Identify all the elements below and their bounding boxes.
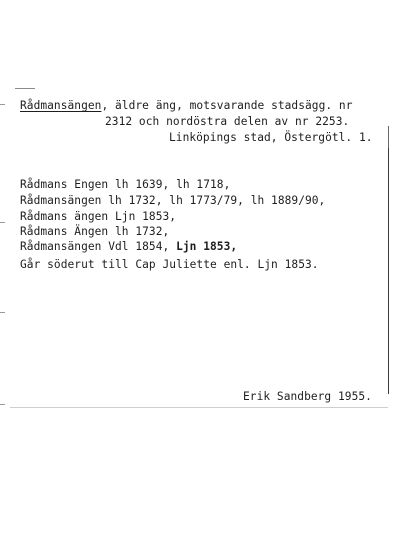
top-dash-mark bbox=[15, 88, 35, 89]
reference-line-4: Rådmans Ängen lh 1732, bbox=[20, 225, 170, 238]
reference-5-text: Rådmansängen Vdl 1854, bbox=[20, 240, 177, 253]
left-edge-mark bbox=[0, 404, 5, 405]
heading-line-2: 2312 och nordöstra delen av nr 2253. bbox=[105, 115, 350, 128]
reference-line-2: Rådmansängen lh 1732, lh 1773/79, lh 1889/90, bbox=[20, 194, 326, 207]
left-edge-mark bbox=[0, 104, 5, 105]
location-note: Går söderut till Cap Juliette enl. Ljn 1853. bbox=[20, 258, 319, 271]
signature: Erik Sandberg 1955. bbox=[243, 390, 372, 403]
heading-rest: , äldre äng, motsvarande stadsägg. nr bbox=[101, 99, 353, 112]
reference-line-1: Rådmans Engen lh 1639, lh 1718, bbox=[20, 178, 231, 191]
reference-line-3: Rådmans ängen Ljn 1853, bbox=[20, 210, 177, 223]
heading-line-1 bbox=[20, 99, 353, 113]
reference-line-5 bbox=[20, 240, 237, 254]
heading-line-3: Linköpings stad, Östergötl. 1. bbox=[169, 131, 373, 144]
right-border-top bbox=[388, 126, 389, 148]
left-edge-mark bbox=[0, 222, 5, 223]
right-border bbox=[388, 148, 389, 394]
left-edge-mark bbox=[0, 312, 5, 313]
reference-5-bold: Ljn 1853, bbox=[176, 240, 238, 253]
place-name: Rådmansängen bbox=[20, 99, 102, 112]
bottom-edge bbox=[10, 407, 388, 408]
